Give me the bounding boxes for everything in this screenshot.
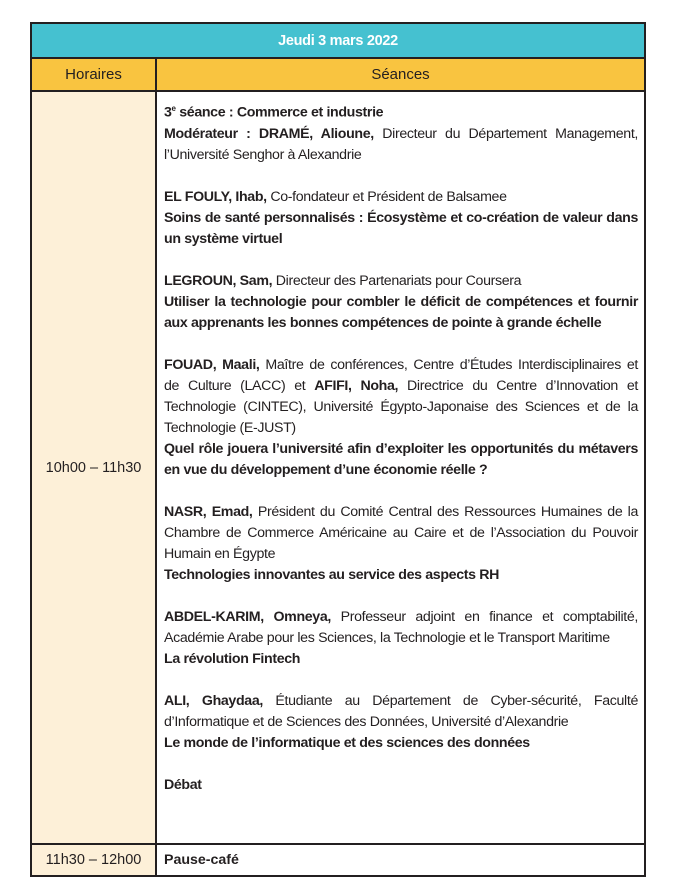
talk-title: Quel rôle jouera l’université afin d’exploiter les opportunités du métavers en vue du développement d’une économie réelle ? [164, 440, 638, 478]
speaker-role: Étudiante au Département de Cyber-sécurité, Faculté d’Informatique et de Sciences des Données, Université d’Alexandrie [164, 692, 638, 730]
talk-title: Le monde de l’informatique et des sciences des données [164, 734, 530, 751]
table-row [32, 845, 644, 875]
header-horaires: Horaires [32, 59, 157, 90]
session-number: 3 [164, 104, 172, 121]
talk-item [164, 607, 638, 670]
speaker-name: FOUAD, Maali, [164, 356, 260, 373]
session-number-sup: e [171, 104, 176, 113]
speaker-role-2: Directrice du Centre d’Innovation et Technologie (CINTEC), Université Égypto-Japonaise des Sciences et de la Technologie (E-JUST) [164, 377, 638, 436]
talk-title: La révolution Fintech [164, 650, 301, 667]
talk-item [164, 502, 638, 586]
talk-item [164, 355, 638, 481]
speaker-name: ABDEL-KARIM, Omneya, [164, 608, 331, 625]
talk-title: Technologies innovantes au service des aspects RH [164, 566, 500, 583]
speaker-name-2: AFIFI, Noha, [314, 377, 399, 394]
talk-title: Utiliser la technologie pour combler le déficit de compétences et fournir aux apprenants les bonnes compétences de pointe à grande échelle [164, 293, 638, 331]
debate-label: Débat [164, 776, 202, 793]
schedule-table [30, 22, 646, 877]
speaker-role: Président du Comité Central des Ressources Humaines de la Chambre de Commerce Américaine au Caire et de l’Association du Pouvoir Humain en Égypte [164, 503, 639, 562]
header-row [32, 59, 644, 92]
moderator-role: Directeur du Département Management, l’Université Senghor à Alexandrie [164, 125, 639, 163]
moderator-label: Modérateur : DRAMÉ, Alioune, [164, 125, 374, 142]
sessions-cell [157, 92, 644, 843]
speaker-role: Co-fondateur et Président de Balsamee [266, 188, 507, 205]
day-title: Jeudi 3 mars 2022 [32, 24, 644, 59]
talk-item [164, 187, 638, 250]
header-seances: Séances [371, 66, 430, 83]
time-cell: 10h00 – 11h30 [32, 92, 157, 843]
speaker-name: ALI, Ghaydaa, [164, 692, 263, 709]
pause-cell: Pause-café [164, 851, 239, 868]
session-title: séance : Commerce et industrie [175, 104, 384, 121]
session-header [164, 98, 638, 166]
table-row [32, 92, 644, 845]
time-cell: 11h30 – 12h00 [32, 845, 157, 875]
closing-item [164, 775, 638, 796]
speaker-role: Professeur adjoint en finance et comptabilité, Académie Arabe pour les Sciences, la Technologie et le Transport Maritime [164, 608, 638, 646]
speaker-role: Maître de conférences, Centre d’Études Interdisciplinaires et de Culture (LACC) et [164, 356, 638, 394]
speaker-role: Directeur des Partenariats pour Coursera [272, 272, 522, 289]
speaker-name: NASR, Emad, [164, 503, 253, 520]
talk-title: Soins de santé personnalisés : Écosystème et co-création de valeur dans un système virtuel [164, 209, 638, 247]
speaker-name: EL FOULY, Ihab, [164, 188, 267, 205]
speaker-name: LEGROUN, Sam, [164, 272, 273, 289]
talk-item [164, 691, 638, 754]
talk-item [164, 271, 638, 334]
